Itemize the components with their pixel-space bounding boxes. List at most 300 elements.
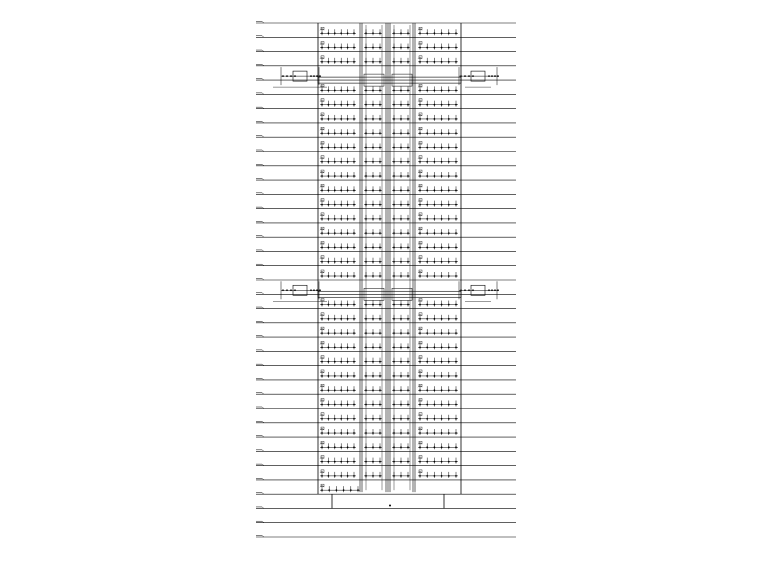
valve-symbol	[340, 304, 342, 306]
valve-symbol	[455, 161, 457, 163]
fixture-cluster-centre-left	[364, 86, 382, 92]
refuge-equipment-right	[459, 281, 499, 301]
valve-symbol	[468, 75, 470, 77]
fixture-cluster-centre-right	[392, 29, 410, 35]
fixture-cluster-centre-right	[392, 372, 410, 378]
valve-symbol	[353, 475, 355, 477]
valve-symbol	[448, 475, 450, 477]
valve-symbol	[321, 47, 323, 49]
fixture-cluster-left	[320, 456, 356, 464]
valve-symbol	[321, 189, 323, 191]
valve-symbol	[353, 404, 355, 406]
valve-symbol	[310, 75, 312, 77]
valve-symbol	[347, 89, 349, 91]
valve-symbol	[353, 61, 355, 63]
valve-symbol	[455, 418, 457, 420]
fixture-cluster-right	[418, 341, 458, 349]
valve-symbol	[340, 47, 342, 49]
valve-symbol	[407, 61, 409, 63]
valve-symbol	[426, 189, 428, 191]
valve-symbol	[407, 247, 409, 249]
valve-symbol	[321, 461, 323, 463]
fixture-cluster-centre-left	[364, 215, 382, 221]
valve-symbol	[321, 389, 323, 391]
valve-symbol	[448, 404, 450, 406]
valve-symbol	[372, 418, 374, 420]
valve-symbol	[334, 418, 336, 420]
valve-symbol	[434, 61, 436, 63]
valve-symbol	[379, 346, 381, 348]
fixture-cluster-centre-left	[364, 158, 382, 164]
fixture-cluster-left	[320, 142, 356, 150]
fixture-cluster-centre-left	[364, 415, 382, 421]
fixture-cluster-centre-right	[392, 58, 410, 64]
valve-symbol	[419, 175, 421, 177]
valve-symbol	[407, 275, 409, 277]
valve-symbol	[400, 418, 402, 420]
valve-symbol	[347, 346, 349, 348]
valve-symbol	[472, 75, 474, 77]
valve-symbol	[407, 175, 409, 177]
valve-symbol	[455, 175, 457, 177]
fixture-cluster-right	[418, 127, 458, 135]
valve-symbol	[334, 275, 336, 277]
valve-symbol	[353, 32, 355, 34]
fixture-cluster-left	[320, 113, 356, 121]
valve-symbol	[321, 304, 323, 306]
valve-symbol	[460, 289, 462, 291]
valve-symbol	[455, 261, 457, 263]
valve-symbol	[379, 218, 381, 220]
valve-symbol	[294, 75, 296, 77]
valve-symbol	[340, 346, 342, 348]
valve-symbol	[393, 389, 395, 391]
valve-symbol	[441, 346, 443, 348]
valve-symbol	[426, 318, 428, 320]
valve-symbol	[379, 432, 381, 434]
valve-symbol	[441, 132, 443, 134]
valve-symbol	[328, 346, 330, 348]
fixture-cluster-right	[418, 241, 458, 249]
valve-symbol	[379, 475, 381, 477]
valve-symbol	[334, 389, 336, 391]
valve-symbol	[372, 89, 374, 91]
valve-symbol	[353, 461, 355, 463]
valve-symbol	[419, 261, 421, 263]
fixture-cluster-left	[320, 42, 356, 50]
valve-symbol	[347, 318, 349, 320]
valve-symbol	[334, 475, 336, 477]
valve-symbol	[491, 75, 493, 77]
valve-symbol	[365, 304, 367, 306]
valve-symbol	[347, 475, 349, 477]
valve-symbol	[372, 346, 374, 348]
valve-symbol	[313, 289, 315, 291]
valve-symbol	[419, 346, 421, 348]
fixture-cluster-centre-left	[364, 386, 382, 392]
fixture-cluster-centre-left	[364, 372, 382, 378]
valve-symbol	[426, 232, 428, 234]
valve-symbol	[347, 204, 349, 206]
valve-symbol	[340, 118, 342, 120]
valve-symbol	[379, 304, 381, 306]
valve-symbol	[393, 61, 395, 63]
valve-symbol	[340, 89, 342, 91]
valve-symbol	[372, 332, 374, 334]
valve-symbol	[321, 247, 323, 249]
valve-symbol	[353, 432, 355, 434]
valve-symbol	[393, 361, 395, 363]
valve-symbol	[372, 175, 374, 177]
valve-symbol	[419, 132, 421, 134]
fixture-cluster-centre-right	[392, 329, 410, 335]
valve-symbol	[434, 89, 436, 91]
valve-symbol	[448, 104, 450, 106]
valve-symbol	[353, 232, 355, 234]
valve-symbol	[464, 75, 466, 77]
valve-symbol	[379, 204, 381, 206]
valve-symbol	[353, 204, 355, 206]
valve-symbol	[347, 61, 349, 63]
valve-symbol	[441, 118, 443, 120]
valve-symbol	[407, 375, 409, 377]
fixture-cluster-centre-right	[392, 172, 410, 178]
fixture-cluster-centre-left	[364, 301, 382, 307]
valve-symbol	[434, 47, 436, 49]
fixture-cluster-centre-right	[392, 443, 410, 449]
fixture-cluster-right	[418, 427, 458, 435]
fixture-cluster-left	[320, 199, 356, 207]
valve-symbol	[434, 32, 436, 34]
valve-symbol	[460, 75, 462, 77]
valve-symbol	[393, 175, 395, 177]
valve-symbol	[372, 475, 374, 477]
fixture-cluster-right	[418, 470, 458, 478]
valve-symbol	[365, 218, 367, 220]
valve-symbol	[448, 389, 450, 391]
valve-symbol	[497, 75, 499, 77]
fixture-cluster-left	[320, 341, 356, 349]
valve-symbol	[321, 475, 323, 477]
valve-symbol	[455, 104, 457, 106]
valve-symbol	[365, 432, 367, 434]
valve-symbol	[347, 275, 349, 277]
valve-symbol	[328, 161, 330, 163]
fixture-cluster-centre-left	[364, 172, 382, 178]
valve-symbol	[434, 132, 436, 134]
fixture-cluster-left	[320, 356, 356, 364]
fixture-cluster-centre-right	[392, 343, 410, 349]
valve-symbol	[441, 247, 443, 249]
valve-symbol	[379, 132, 381, 134]
fixture-cluster-centre-left	[364, 258, 382, 264]
valve-symbol	[372, 275, 374, 277]
valve-symbol	[407, 404, 409, 406]
valve-symbol	[340, 147, 342, 149]
valve-symbol	[400, 247, 402, 249]
valve-symbol	[426, 304, 428, 306]
fixture-cluster-centre-left	[364, 272, 382, 278]
valve-symbol	[379, 318, 381, 320]
valve-symbol	[400, 47, 402, 49]
valve-symbol	[393, 404, 395, 406]
valve-symbol	[441, 332, 443, 334]
valve-symbol	[393, 432, 395, 434]
valve-symbol	[347, 375, 349, 377]
valve-symbol	[372, 404, 374, 406]
valve-symbol	[441, 461, 443, 463]
valve-symbol	[372, 61, 374, 63]
fixture-cluster-right	[418, 42, 458, 50]
valve-symbol	[426, 147, 428, 149]
valve-symbol	[400, 147, 402, 149]
valve-symbol	[441, 318, 443, 320]
fixture-cluster-left	[320, 370, 356, 378]
valve-symbol	[441, 147, 443, 149]
valve-symbol	[379, 89, 381, 91]
valve-symbol	[372, 104, 374, 106]
fixture-cluster-right	[418, 313, 458, 321]
fixture-cluster-left	[320, 127, 356, 135]
valve-symbol	[353, 175, 355, 177]
valve-symbol	[328, 318, 330, 320]
valve-symbol	[426, 204, 428, 206]
valve-symbol	[365, 275, 367, 277]
valve-symbol	[400, 332, 402, 334]
valve-symbol	[347, 332, 349, 334]
valve-symbol	[372, 446, 374, 448]
valve-symbol	[455, 361, 457, 363]
valve-symbol	[426, 404, 428, 406]
valve-symbol	[334, 189, 336, 191]
valve-symbol	[419, 61, 421, 63]
valve-symbol	[334, 218, 336, 220]
valve-symbol	[455, 461, 457, 463]
fixture-cluster-left	[320, 470, 356, 478]
valve-symbol	[372, 318, 374, 320]
valve-symbol	[334, 118, 336, 120]
valve-symbol	[372, 204, 374, 206]
valve-symbol	[334, 175, 336, 177]
valve-symbol	[365, 475, 367, 477]
valve-symbol	[441, 361, 443, 363]
valve-symbol	[400, 204, 402, 206]
valve-symbol	[340, 404, 342, 406]
valve-symbol	[340, 189, 342, 191]
valve-symbol	[426, 89, 428, 91]
valve-symbol	[455, 275, 457, 277]
valve-symbol	[448, 232, 450, 234]
valve-symbol	[407, 346, 409, 348]
valve-symbol	[347, 432, 349, 434]
valve-symbol	[365, 189, 367, 191]
valve-symbol	[426, 275, 428, 277]
valve-symbol	[319, 75, 321, 77]
valve-symbol	[426, 47, 428, 49]
valve-symbol	[379, 47, 381, 49]
valve-symbol	[321, 418, 323, 420]
valve-symbol	[419, 104, 421, 106]
fixture-clusters-group	[320, 27, 458, 506]
valve-symbol	[400, 475, 402, 477]
valve-symbol	[393, 89, 395, 91]
valve-symbol	[340, 32, 342, 34]
valve-symbol	[321, 32, 323, 34]
fixture-cluster-centre-left	[364, 144, 382, 150]
fixture-cluster-centre-right	[392, 215, 410, 221]
valve-symbol	[393, 375, 395, 377]
fixture-cluster-centre-left	[364, 315, 382, 321]
valve-symbol	[353, 275, 355, 277]
valve-symbol	[419, 232, 421, 234]
valve-symbol	[379, 375, 381, 377]
valve-symbol	[448, 32, 450, 34]
fixture-cluster-centre-left	[364, 58, 382, 64]
valve-symbol	[372, 261, 374, 263]
valve-symbol	[336, 489, 338, 491]
valve-symbol	[448, 461, 450, 463]
valve-symbol	[434, 475, 436, 477]
valve-symbol	[321, 275, 323, 277]
valve-symbol	[365, 404, 367, 406]
fixture-cluster-centre-left	[364, 472, 382, 478]
fixture-cluster-centre-right	[392, 186, 410, 192]
valve-symbol	[455, 404, 457, 406]
valve-symbol	[313, 75, 315, 77]
valve-symbol	[353, 389, 355, 391]
valve-symbol	[407, 147, 409, 149]
fixture-cluster-right	[418, 384, 458, 392]
valve-symbol	[448, 318, 450, 320]
valve-symbol	[365, 132, 367, 134]
valve-symbol	[441, 32, 443, 34]
valve-symbol	[340, 261, 342, 263]
valve-symbol	[426, 461, 428, 463]
valve-symbol	[372, 232, 374, 234]
valve-symbol	[426, 132, 428, 134]
valve-symbol	[400, 132, 402, 134]
valve-symbol	[328, 389, 330, 391]
valve-symbol	[400, 432, 402, 434]
valve-symbol	[455, 247, 457, 249]
valve-symbol	[379, 389, 381, 391]
fixture-cluster-left	[320, 227, 356, 235]
valve-symbol	[393, 461, 395, 463]
valve-symbol	[379, 247, 381, 249]
valve-symbol	[494, 289, 496, 291]
valve-symbol	[379, 189, 381, 191]
valve-symbol	[448, 218, 450, 220]
valve-symbol	[365, 247, 367, 249]
valve-symbol	[400, 304, 402, 306]
refuge-equipment-right	[459, 67, 499, 87]
valve-symbol	[426, 389, 428, 391]
valve-symbol	[334, 461, 336, 463]
fixture-cluster-left	[320, 256, 356, 264]
valve-symbol	[441, 161, 443, 163]
valve-symbol	[393, 161, 395, 163]
valve-symbol	[334, 161, 336, 163]
valve-symbol	[328, 118, 330, 120]
valve-symbol	[347, 247, 349, 249]
valve-symbol	[441, 89, 443, 91]
fixture-cluster-right	[418, 113, 458, 121]
valve-symbol	[340, 132, 342, 134]
valve-symbol	[328, 61, 330, 63]
valve-symbol	[328, 204, 330, 206]
valve-symbol	[407, 161, 409, 163]
valve-symbol	[441, 475, 443, 477]
valve-symbol	[426, 104, 428, 106]
valve-symbol	[340, 161, 342, 163]
valve-symbol	[334, 132, 336, 134]
valve-symbol	[448, 247, 450, 249]
valve-symbol	[334, 104, 336, 106]
valve-symbol	[328, 132, 330, 134]
fixture-cluster-right	[418, 441, 458, 449]
valve-symbol	[426, 475, 428, 477]
valve-symbol	[419, 32, 421, 34]
fixture-cluster-left	[320, 27, 356, 35]
valve-symbol	[334, 432, 336, 434]
valve-symbol	[379, 104, 381, 106]
valve-symbol	[316, 289, 318, 291]
fixture-cluster-centre-left	[364, 201, 382, 207]
fixture-cluster-centre-left	[364, 243, 382, 249]
valve-symbol	[340, 175, 342, 177]
valve-symbol	[419, 475, 421, 477]
fixture-cluster-centre-left	[364, 443, 382, 449]
valve-symbol	[407, 104, 409, 106]
valve-symbol	[379, 32, 381, 34]
valve-symbol	[441, 218, 443, 220]
valve-symbol	[294, 289, 296, 291]
valve-symbol	[340, 318, 342, 320]
valve-symbol	[353, 118, 355, 120]
fixture-cluster-left	[320, 327, 356, 335]
valve-symbol	[400, 175, 402, 177]
fixture-cluster-right	[418, 456, 458, 464]
valve-symbol	[448, 446, 450, 448]
valve-symbol	[379, 446, 381, 448]
fixture-cluster-centre-right	[392, 386, 410, 392]
valve-symbol	[448, 261, 450, 263]
valve-symbol	[419, 389, 421, 391]
valve-symbol	[340, 418, 342, 420]
valve-symbol	[455, 389, 457, 391]
valve-symbol	[400, 361, 402, 363]
fixture-cluster-left	[320, 170, 356, 178]
valve-symbol	[426, 432, 428, 434]
fixture-cluster-centre-left	[364, 329, 382, 335]
valve-symbol	[347, 261, 349, 263]
valve-symbol	[455, 318, 457, 320]
valve-symbol	[340, 61, 342, 63]
fixture-cluster-right	[418, 184, 458, 192]
valve-symbol	[334, 261, 336, 263]
fixture-cluster-centre-left	[364, 101, 382, 107]
valve-symbol	[350, 489, 352, 491]
fixture-cluster-centre-right	[392, 301, 410, 307]
fixture-cluster-centre-right	[392, 401, 410, 407]
valve-symbol	[419, 147, 421, 149]
valve-symbol	[448, 346, 450, 348]
valve-symbol	[353, 418, 355, 420]
valve-symbol	[407, 418, 409, 420]
fixture-cluster-centre-right	[392, 415, 410, 421]
valve-symbol	[321, 132, 323, 134]
valve-symbol	[321, 489, 323, 491]
